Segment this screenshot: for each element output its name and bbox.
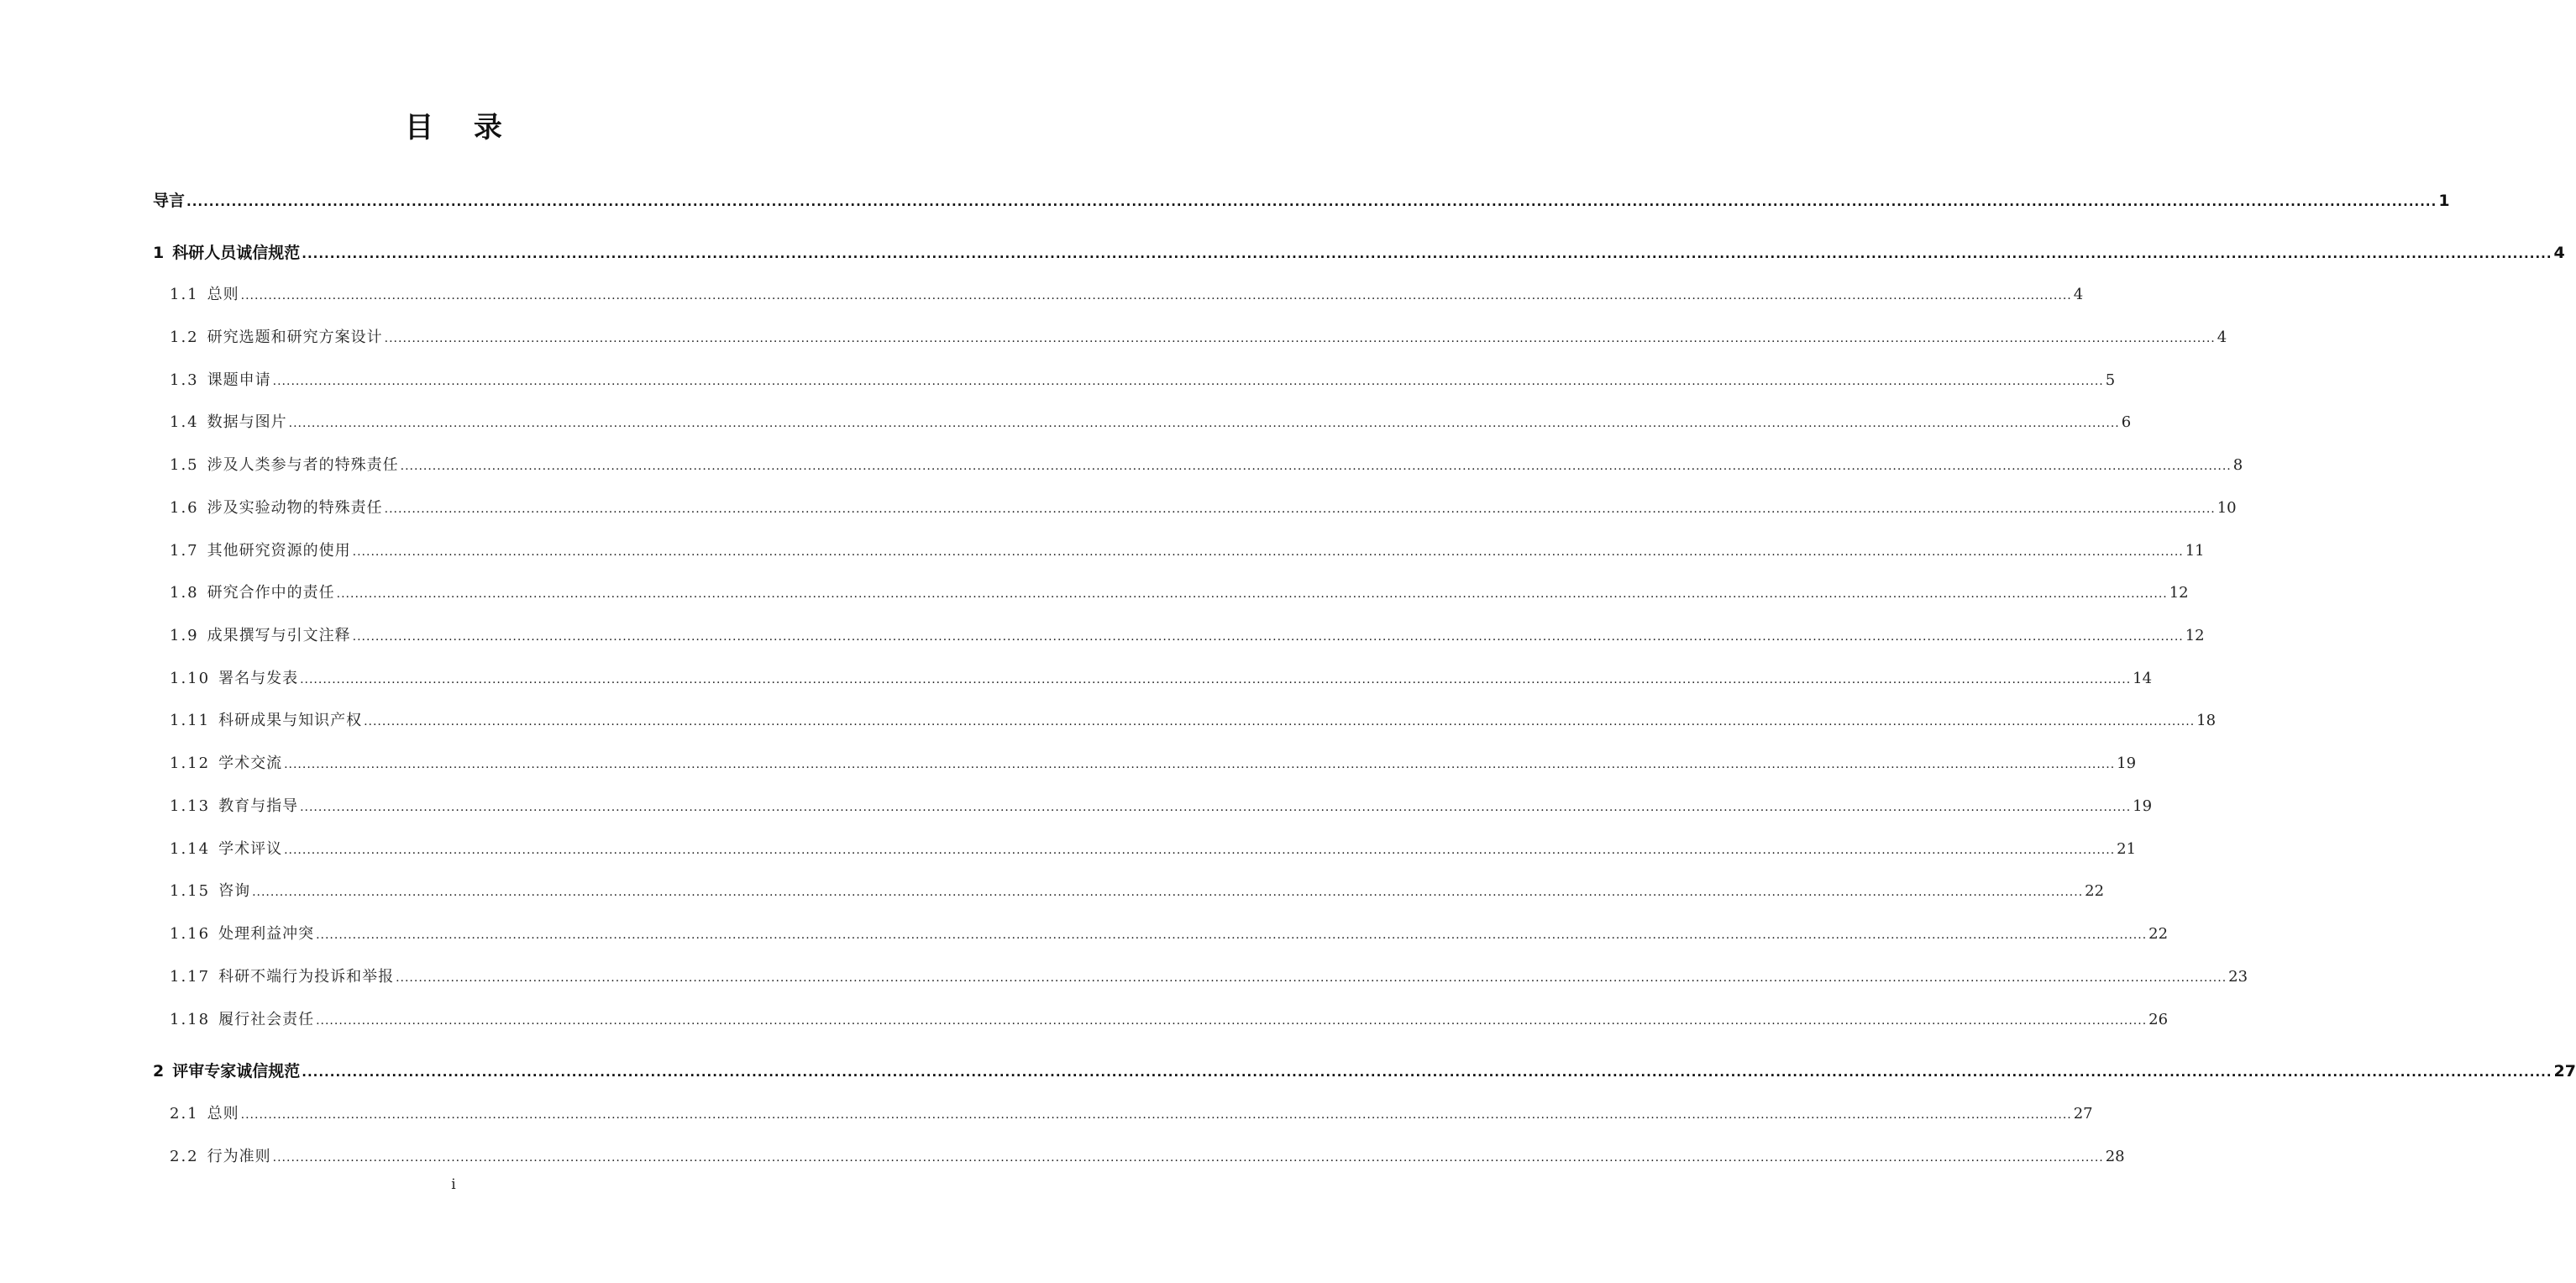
toc-dot-leader: ................................................................................................................................................................................................................................................................................................................................................................................................................ (364, 715, 2196, 728)
toc-entry[interactable] (170, 1100, 2093, 1128)
toc-entry-label: 履行社会责任 (218, 1011, 315, 1028)
toc-dot-leader: ................................................................................................................................................................................................................................................................................................................................................................................................................ (400, 460, 2232, 473)
toc-entry[interactable] (170, 707, 2217, 735)
toc-entry-number: 1.8 (170, 584, 199, 602)
toc-dot-leader: ................................................................................................................................................................................................................................................................................................................................................................................................................ (302, 1065, 2552, 1080)
toc-dot-leader: ................................................................................................................................................................................................................................................................................................................................................................................................................ (336, 587, 2168, 601)
toc-entry[interactable] (170, 622, 2205, 650)
toc-entry-page: 5 (2105, 371, 2116, 389)
toc-entry[interactable] (170, 749, 2137, 778)
toc-entry-label: 数据与图片 (207, 413, 287, 431)
toc-entry-label: 教育与指导 (218, 797, 299, 815)
toc-entry-page: 4 (2073, 286, 2084, 303)
toc-entry-label: 学术评议 (218, 840, 283, 858)
toc-entry[interactable] (170, 408, 2132, 437)
page-title: 目 录 (405, 111, 517, 145)
toc-entry-number: 1 (153, 244, 165, 262)
toc-entry-page: 22 (2085, 882, 2105, 900)
page-number: i (451, 1176, 456, 1193)
toc-entry-label: 研究选题和研究方案设计 (207, 329, 383, 346)
toc-entry-label: 总则 (207, 286, 239, 303)
toc-entry-number: 1.4 (170, 413, 199, 431)
toc-dot-leader: ................................................................................................................................................................................................................................................................................................................................................................................................................ (284, 758, 2116, 771)
toc-entry-number: 1.10 (170, 670, 211, 687)
toc-entry-label: 涉及实验动物的特殊责任 (207, 499, 383, 517)
toc-dot-leader: ................................................................................................................................................................................................................................................................................................................................................................................................................ (284, 844, 2116, 857)
toc-entry-label: 咨询 (218, 882, 251, 900)
toc-dot-leader: ................................................................................................................................................................................................................................................................................................................................................................................................................ (186, 194, 2437, 209)
toc-entry-page: 11 (2185, 542, 2205, 560)
toc-entry-label: 成果撰写与引文注释 (207, 627, 351, 644)
toc-entry[interactable] (170, 494, 2237, 523)
toc-dot-leader: ................................................................................................................................................................................................................................................................................................................................................................................................................ (302, 246, 2552, 261)
toc-entry-number: 1.6 (170, 499, 199, 517)
toc-entry-number: 1.3 (170, 371, 199, 389)
toc-entry-page: 4 (2553, 244, 2565, 262)
toc-entry[interactable] (170, 835, 2137, 864)
toc-entry-label: 课题申请 (207, 371, 271, 389)
toc-entry-page: 27 (2553, 1062, 2576, 1081)
toc-entry-number: 2 (153, 1062, 165, 1081)
toc-entry-number: 1.12 (170, 755, 211, 772)
toc-entry-number: 1.15 (170, 882, 211, 900)
toc-entry-number: 1.18 (170, 1011, 211, 1028)
toc-entry-number: 1.1 (170, 286, 199, 303)
toc-dot-leader: ................................................................................................................................................................................................................................................................................................................................................................................................................ (316, 1014, 2148, 1028)
toc-entry[interactable] (170, 1006, 2169, 1034)
toc-entry[interactable] (153, 187, 2450, 215)
toc-entry-label: 署名与发表 (218, 670, 299, 687)
toc-entry-page: 1 (2438, 192, 2450, 210)
toc-entry-number: 1.14 (170, 840, 211, 858)
toc-entry[interactable] (170, 877, 2105, 906)
toc-entry-number: 2.2 (170, 1148, 199, 1165)
toc-dot-leader: ................................................................................................................................................................................................................................................................................................................................................................................................................ (384, 332, 2216, 345)
toc-dot-leader: ................................................................................................................................................................................................................................................................................................................................................................................................................ (240, 289, 2072, 302)
toc-entry-number: 1.2 (170, 329, 199, 346)
toc-entry-page: 14 (2133, 670, 2153, 687)
toc-entry[interactable] (170, 323, 2227, 352)
toc-entry-label: 学术交流 (218, 755, 283, 772)
toc-entry[interactable] (170, 963, 2248, 991)
toc-entry-page: 28 (2105, 1148, 2125, 1165)
toc-entry-page: 27 (2073, 1105, 2093, 1123)
toc-entry-label: 其他研究资源的使用 (207, 542, 351, 560)
toc-entry-label: 科研人员诚信规范 (172, 244, 301, 262)
toc-entry-page: 12 (2169, 584, 2189, 602)
toc-entry[interactable] (170, 366, 2116, 395)
toc-entry-label: 导言 (153, 192, 186, 210)
toc-entry-page: 26 (2148, 1011, 2169, 1028)
toc-entry[interactable] (153, 1057, 2576, 1086)
toc-dot-leader: ................................................................................................................................................................................................................................................................................................................................................................................................................ (272, 1151, 2104, 1165)
toc-dot-leader: ................................................................................................................................................................................................................................................................................................................................................................................................................ (384, 502, 2216, 516)
toc-entry[interactable] (170, 451, 2243, 480)
toc-dot-leader: ................................................................................................................................................................................................................................................................................................................................................................................................................ (316, 928, 2148, 942)
toc-entry-page: 8 (2232, 456, 2243, 474)
toc-dot-leader: ................................................................................................................................................................................................................................................................................................................................................................................................................ (300, 801, 2132, 814)
toc-dot-leader: ................................................................................................................................................................................................................................................................................................................................................................................................................ (252, 886, 2084, 899)
toc-entry[interactable] (170, 537, 2205, 565)
toc-dot-leader: ................................................................................................................................................................................................................................................................................................................................................................................................................ (300, 673, 2132, 686)
toc-entry-page: 22 (2148, 925, 2169, 943)
toc-entry-label: 涉及人类参与者的特殊责任 (207, 456, 399, 474)
toc-entry[interactable] (170, 920, 2169, 949)
toc-entry-number: 1.17 (170, 968, 211, 986)
toc-entry-page: 19 (2133, 797, 2153, 815)
toc-entry-page: 4 (2217, 329, 2227, 346)
toc-entry-number: 1.11 (170, 712, 211, 729)
toc-entry[interactable] (170, 665, 2153, 693)
toc-entry-label: 总则 (207, 1105, 239, 1123)
toc-entry-page: 19 (2117, 755, 2137, 772)
toc-entry-number: 1.13 (170, 797, 211, 815)
toc-entry-page: 18 (2196, 712, 2217, 729)
toc-entry-page: 6 (2121, 413, 2132, 431)
toc-entry-label: 研究合作中的责任 (207, 584, 335, 602)
toc-entry-number: 1.5 (170, 456, 199, 474)
toc-entry-label: 科研不端行为投诉和举报 (218, 968, 395, 986)
toc-entry-page: 23 (2228, 968, 2248, 986)
toc-entry[interactable] (170, 792, 2153, 821)
toc-dot-leader: ................................................................................................................................................................................................................................................................................................................................................................................................................ (352, 545, 2184, 559)
toc-entry-number: 2.1 (170, 1105, 199, 1123)
toc-entry[interactable] (170, 281, 2084, 309)
toc-dot-leader: ................................................................................................................................................................................................................................................................................................................................................................................................................ (288, 417, 2120, 430)
toc-entry-page: 10 (2217, 499, 2237, 517)
toc-entry-number: 1.9 (170, 627, 199, 644)
toc-dot-leader: ................................................................................................................................................................................................................................................................................................................................................................................................................ (240, 1108, 2072, 1122)
toc-dot-leader: ................................................................................................................................................................................................................................................................................................................................................................................................................ (272, 375, 2104, 388)
toc-entry-number: 1.16 (170, 925, 211, 943)
toc-entry-number: 1.7 (170, 542, 199, 560)
toc-entry-page: 12 (2185, 627, 2205, 644)
toc-entry-label: 评审专家诚信规范 (172, 1062, 301, 1081)
toc-entry-label: 科研成果与知识产权 (218, 712, 363, 729)
toc-entry-label: 行为准则 (207, 1148, 271, 1165)
toc-dot-leader: ................................................................................................................................................................................................................................................................................................................................................................................................................ (396, 971, 2227, 985)
toc-entry[interactable] (170, 579, 2189, 607)
toc-dot-leader: ................................................................................................................................................................................................................................................................................................................................................................................................................ (352, 630, 2184, 644)
toc-entry[interactable] (153, 239, 2565, 267)
toc-entry-page: 21 (2117, 840, 2137, 858)
toc-entry[interactable] (170, 1143, 2125, 1171)
toc-entry-label: 处理利益冲突 (218, 925, 315, 943)
